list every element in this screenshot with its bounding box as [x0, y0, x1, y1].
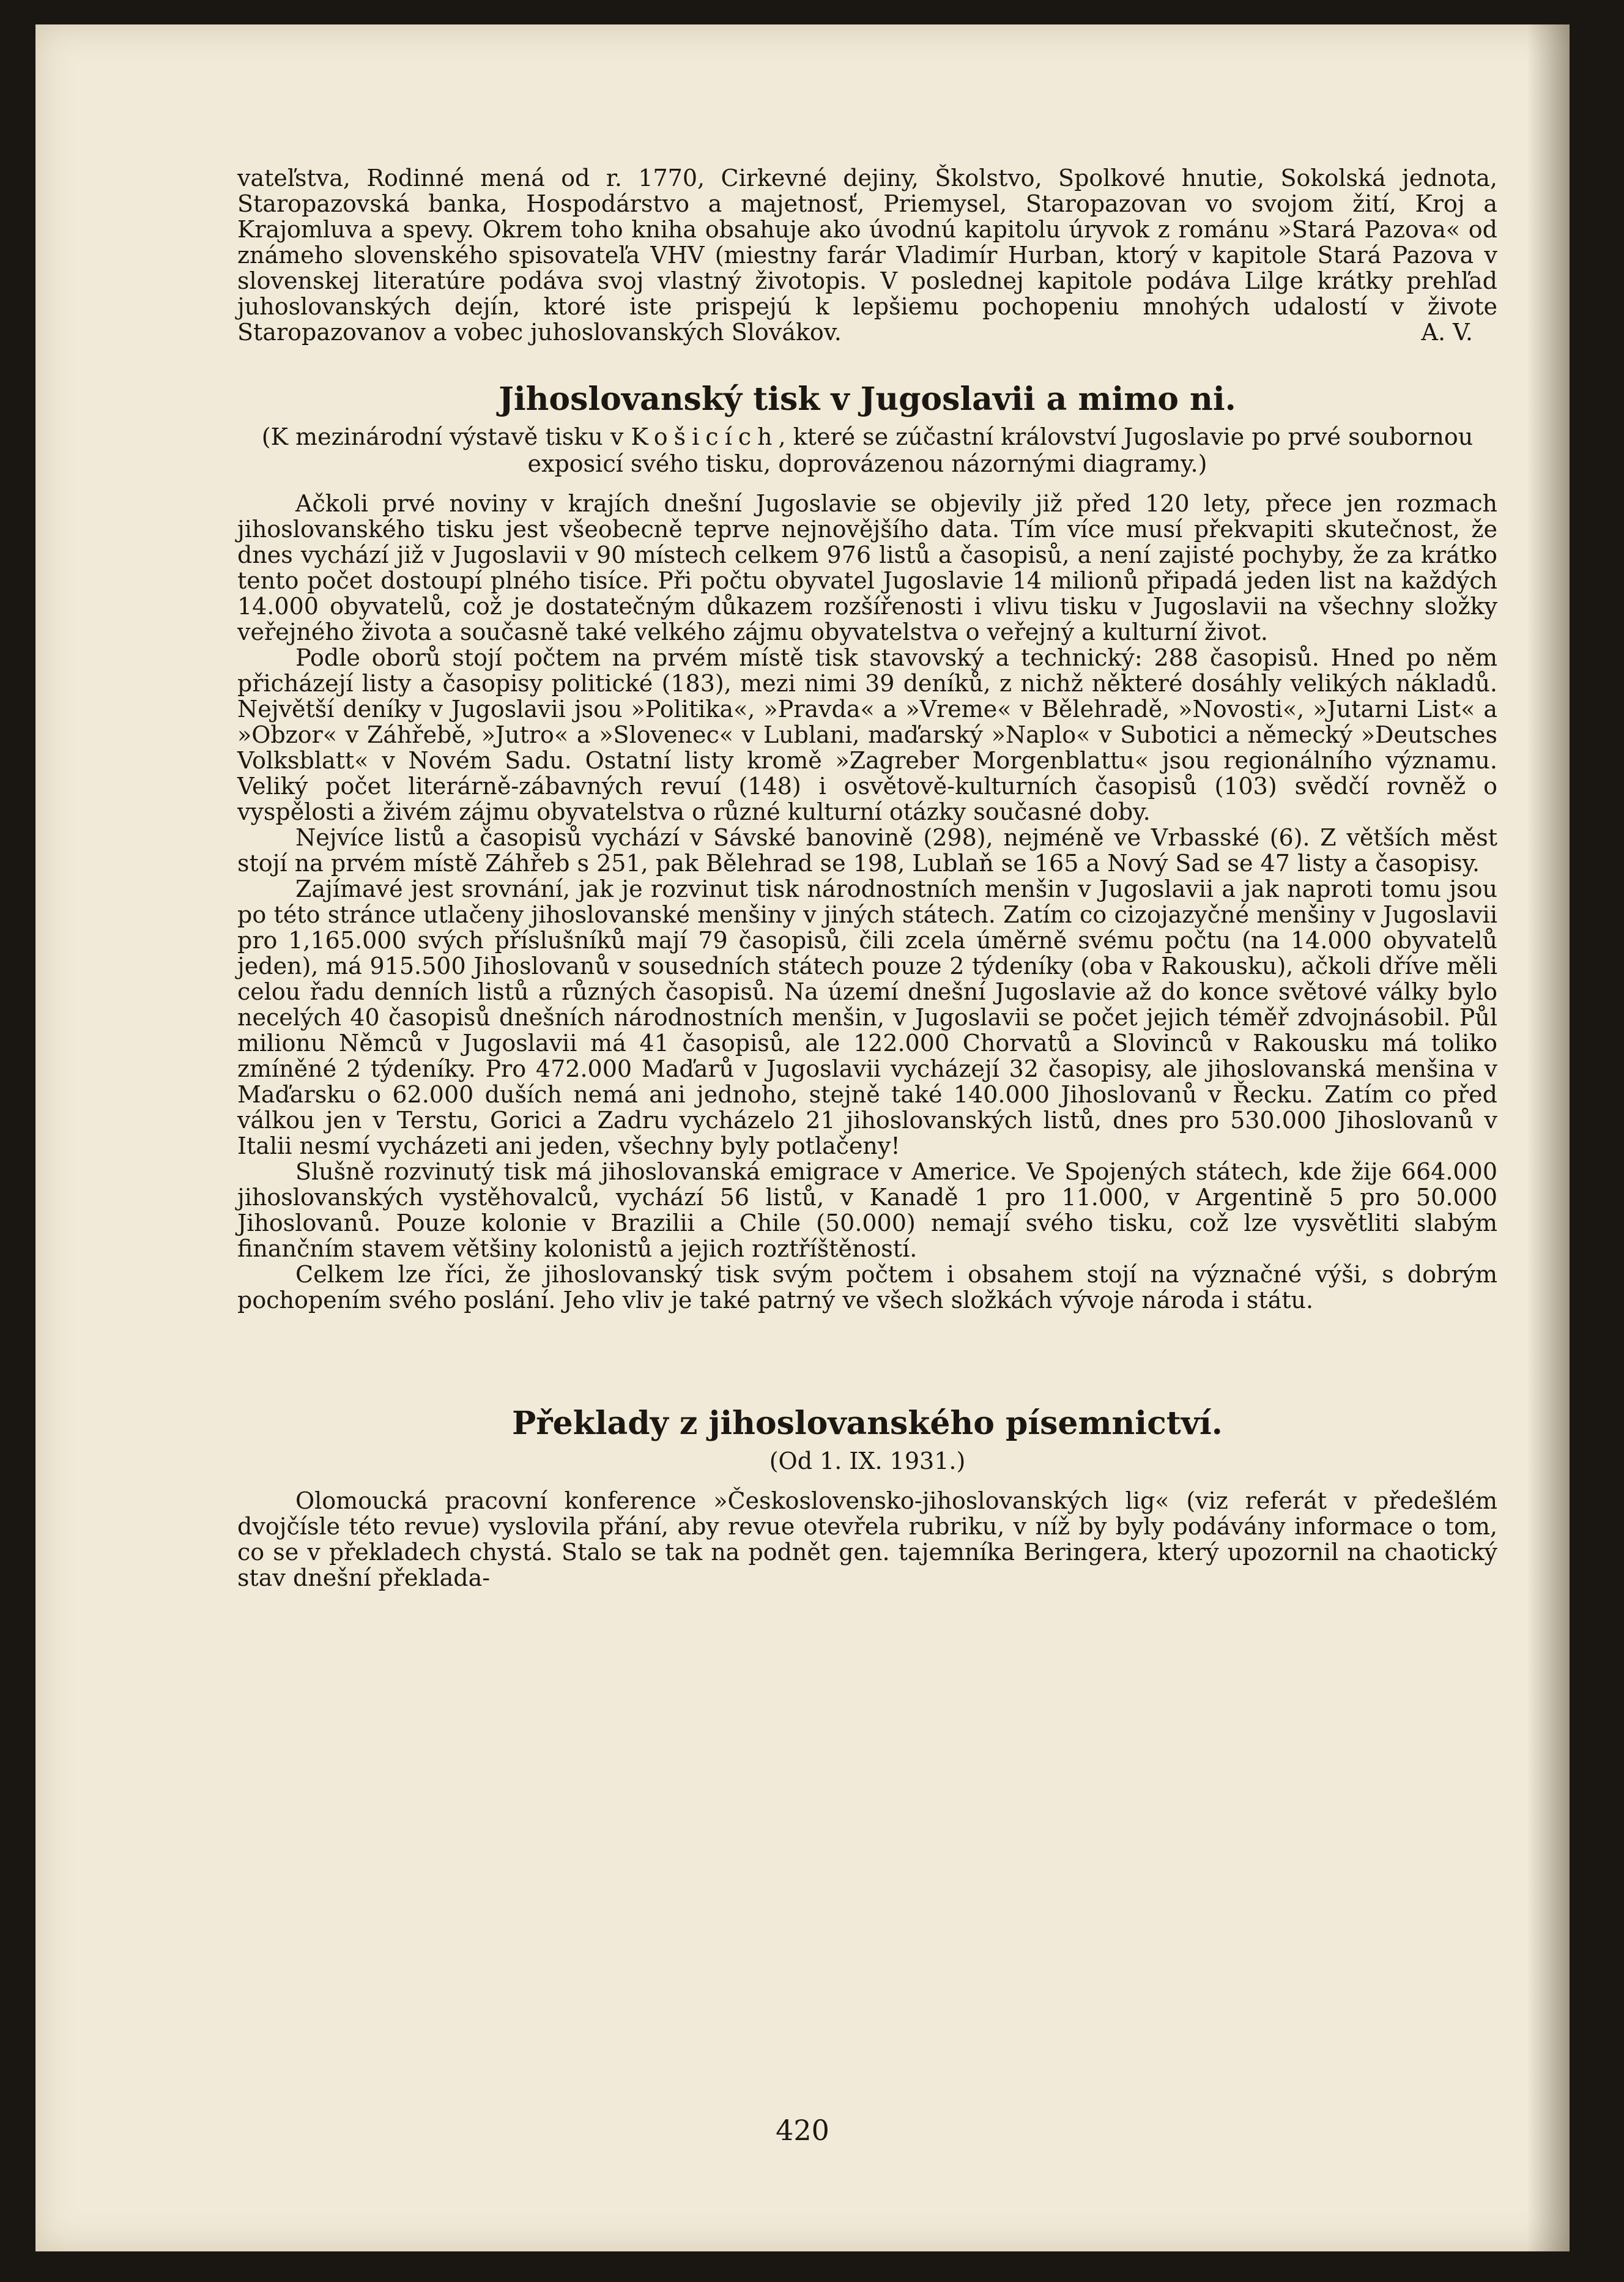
- book-page: [35, 24, 1570, 2251]
- page-content: [237, 165, 1497, 1591]
- subtitle-city: Košicích: [631, 423, 779, 450]
- section-title: Jihoslovanský tisk v Jugoslavii a mimo ni.: [499, 381, 1236, 418]
- subtitle-text-start: (K mezinárodní výstavě tisku v: [261, 423, 631, 450]
- paragraph: Slušně rozvinutý tisk má jihoslovanská emigrace v Americe. Ve Spojených státech, kde žije 664.000 jihoslovanských vystěhovalců, vychází 56 listů, v Kanadě 1 pro 11.000, v Argentině 5 pro 50.000 Jihoslovanů. Pouze kolonie v Brazilii a Chile (50.000) nemají svého tisku, což lze vysvětliti slabým finančním stavem většiny kolonistů a jejich roztříštěností.: [237, 1158, 1497, 1262]
- section-preklady: [237, 1405, 1497, 1591]
- paragraph: Zajímavé jest srovnání, jak je rozvinut tisk národnostních menšin v Jugoslavii a jak naproti tomu jsou po této stránce utlačeny jihoslovanské menšiny v jiných státech. Zatím co cizojazyčné menšiny v Jugoslavii pro 1,165.000 svých příslušníků mají 79 časopisů, čili zcela úměrně svému počtu (na 14.000 obyvatelů jeden), má 915.500 Jihoslovanů v sousedních státech pouze 2 týdeníky (oba v Rakousku), ačkoli dříve měli celou řadu denních listů a různých časopisů. Na území dnešní Jugoslavie až do konce světové války bylo necelých 40 časopisů dnešních národnostních menšin, v Jugoslavii se počet jejich téměř zdvojnásobil. Půl milionu Němců v Jugoslavii má 41 časopisů, ale 122.000 Chorvatů a Slovinců v Rakousku má toliko zmíněné 2 týdeníky. Pro 472.000 Maďarů v Jugoslavii vycházejí 32 časopisy, ale jihoslovanská menšina v Maďarsku o 62.000 duších nemá ani jednoho, stejně také 140.000 Jihoslovanů v Řecku. Zatím co před válkou jen v Terstu, Gorici a Zadru vycházelo 21 jihoslovanských listů, dnes pro 530.000 Jihoslovanů v Italii nesmí vycházeti ani jeden, všechny byly potlačeny!: [237, 875, 1497, 1159]
- page-number: 420: [776, 2114, 829, 2147]
- paragraph: Olomoucká pracovní konference »Československo-jihoslovanských lig« (viz referát v předešlém dvojčísle této revue) vyslovila přání, aby revue otevřela rubriku, v níž by byly podávány informace o tom, co se v překladech chystá. Stalo se tak na podnět gen. tajemníka Beringera, který upozornil na chaotický stav dnešní překlada-: [237, 1487, 1497, 1591]
- section-subtitle: (Od 1. IX. 1931.): [769, 1448, 966, 1474]
- paragraph: Podle oborů stojí počtem na prvém místě tisk stavovský a technický: 288 časopisů. Hned po něm přicházejí listy a časopisy politické (183), mezi nimi 39 deníků, z nichž některé dosáhly velikých nákladů. Největší deníky v Jugoslavii jsou »Politika«, »Pravda« a »Vreme« v Bělehradě, »Novosti«, »Jutarni List« a »Obzor« v Záhřebě, »Jutro« a »Slovenec« v Lublani, maďarský »Naplo« v Subotici a německý »Deutsches Volksblatt« v Novém Sadu. Ostatní listy kromě »Zagreber Morgenblattu« jsou regionálního významu. Veliký počet literárně-zábavných revuí (148) i osvětově-kulturních časopisů (103) svědčí rovněž o vyspělosti a živém zájmu obyvatelstva o různé kulturní otázky současné doby.: [237, 644, 1497, 825]
- paragraph: Celkem lze říci, že jihoslovanský tisk svým počtem i obsahem stojí na význačné výši, s dobrým pochopením svého poslání. Jeho vliv je také patrný ve všech složkách vývoje národa i státu.: [237, 1261, 1497, 1314]
- subtitle-text-end: , které se zúčastní království Jugoslavie po prvé soubornou exposicí svého tisku, doprovázenou názornými diagramy.): [527, 423, 1474, 477]
- paragraph: Ačkoli prvé noviny v krajích dnešní Jugoslavie se objevily již před 120 lety, přece jen rozmach jihoslovanského tisku jest všeobecně teprve nejnovějšího data. Tím více musí překvapiti skutečnost, že dnes vychází již v Jugoslavii v 90 místech celkem 976 listů a časopisů, a není zajisté pochyby, že za krátko tento počet dostoupí plného tisíce. Při počtu obyvatel Jugoslavie 14 milionů připadá jeden list na každých 14.000 obyvatelů, což je dostatečným důkazem rozšířenosti i vlivu tisku v Jugoslavii na všechny složky veřejného života a současně také velkého zájmu obyvatelstva o veřejný a kulturní život.: [237, 490, 1497, 645]
- paragraph: Nejvíce listů a časopisů vychází v Sávské banovině (298), nejméně ve Vrbasské (6). Z větších měst stojí na prvém místě Záhřeb s 251, pak Bělehrad se 198, Lublaň se 165 a Nový Sad se 47 listy a časopisy.: [237, 824, 1497, 877]
- section-subtitle: [237, 423, 1497, 477]
- section-title: Překlady z jihoslovanského písemnictví.: [512, 1405, 1223, 1442]
- section-jihoslovansky-tisk: [237, 381, 1497, 1313]
- review-paragraph: vateľstva, Rodinné mená od r. 1770, Cirkevné dejiny, Školstvo, Spolkové hnutie, Sokolská jednota, Staropazovská banka, Hospodárstvo a majetnosť, Priemysel, Staropazovan vo svojom žití, Kroj a Krajomluva a spevy. Okrem toho kniha obsahuje ako úvodnú kapitolu úryvok z románu »Stará Pazova« od známeho slovenského spisovateľa VHV (miestny farár Vladimír Hurban, ktorý v kapitole Stará Pazova v slovenskej literatúre podáva svoj vlastný životopis. V poslednej kapitole podáva Lilge krátky prehľad juhoslovanských dejín, ktoré iste prispejú k lepšiemu pochopeniu mnohých udalostí v živote Staropazovanov a vobec juhoslovanských Slovákov.: [237, 165, 1497, 346]
- page-spine-shadow: [1527, 24, 1570, 2251]
- review-signature: A. V.: [1421, 319, 1473, 346]
